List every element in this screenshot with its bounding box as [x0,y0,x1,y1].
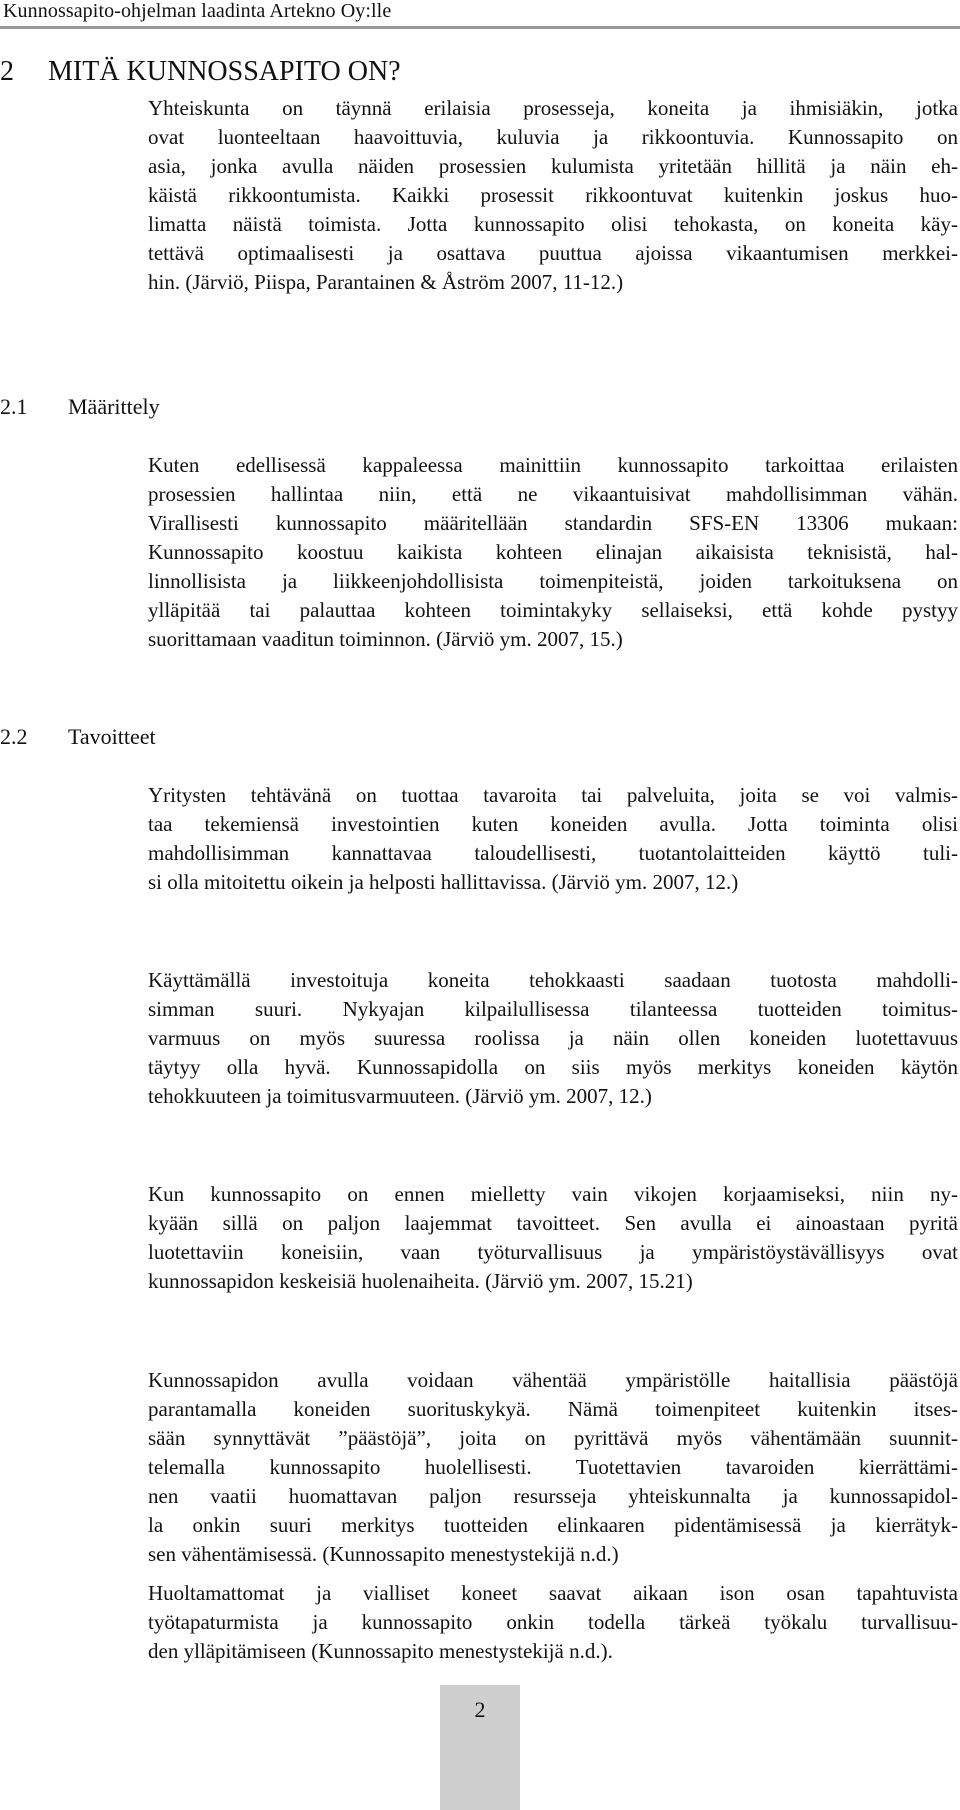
paragraph-line: sen vähentämisessä. (Kunnossapito menestystekijä n.d.) [148,1542,619,1566]
paragraph-line: tettävä optimaalisesti ja osattava puuttua ajoissa vikaantumisen merkkei- [148,241,958,265]
paragraph-line: mahdollisimman kannattavaa taloudellisesti, tuotantolaitteiden käyttö tuli- [148,841,958,865]
paragraph-line: nen vaatii huomattavan paljon resursseja yhteiskunnalta ja kunnossapidol- [148,1484,958,1508]
paragraph-line: Kunnossapidon avulla voidaan vähentää ympäristölle haitallisia päästöjä [148,1368,958,1392]
chapter-number: 2 [0,56,14,87]
paragraph-line: sään synnyttävät ”päästöjä”, joita on pyrittävä myös vähentämään suunnit- [148,1426,958,1450]
paragraph-line: suorittamaan vaaditun toiminnon. (Järviö ym. 2007, 15.) [148,627,623,651]
definition-paragraph [148,451,958,654]
paragraph-line: käistä rikkoontumista. Kaikki prosessit rikkoontuvat kuitenkin joskus huo- [148,183,958,207]
paragraph-line: Kun kunnossapito on ennen mielletty vain vikojen korjaamiseksi, niin ny- [148,1182,958,1206]
paragraph-line: Huoltamattomat ja vialliset koneet saavat aikaan ison osan tapahtuvista [148,1581,958,1605]
paragraph-line: ylläpitää tai palauttaa kohteen toimintakyky sellaiseksi, että kohde pystyy [148,598,958,622]
paragraph-line: ovat luonteeltaan haavoittuvia, kuluvia ja rikkoontuvia. Kunnossapito on [148,125,958,149]
paragraph-line: luotettaviin koneisiin, vaan työturvallisuus ja ympäristöystävällisyys ovat [148,1240,958,1264]
paragraph-line: täytyy olla hyvä. Kunnossapidolla on siis myös merkitys koneiden käytön [148,1055,958,1079]
paragraph-line: den ylläpitämiseen (Kunnossapito menestystekijä n.d.). [148,1639,613,1663]
paragraph-line: hin. (Järviö, Piispa, Parantainen & Åström 2007, 11-12.) [148,270,624,294]
chapter-heading [0,56,401,88]
paragraph-line: kyään sillä on paljon laajemmat tavoitteet. Sen avulla ei ainoastaan pyritä [148,1211,958,1235]
paragraph-line: parantamalla koneiden suorituskykyä. Nämä toimenpiteet kuitenkin itses- [148,1397,958,1421]
header-rule [0,26,960,29]
section-number: 2.1 [0,394,28,419]
goals-paragraph-4 [148,1366,958,1569]
paragraph-line: Yritysten tehtävänä on tuottaa tavaroita tai palveluita, joita se voi valmis- [148,783,958,807]
page-number-box [440,1685,520,1810]
paragraph-line: Virallisesti kunnossapito määritellään standardin SFS-EN 13306 mukaan: [148,511,958,535]
section-number: 2.2 [0,724,28,749]
paragraph-line: asia, jonka avulla näiden prosessien kulumista yritetään hillitä ja näin eh- [148,154,958,178]
paragraph-line: työtapaturmista ja kunnossapito onkin todella tärkeä työkalu turvallisuu- [148,1610,958,1634]
paragraph-line: Yhteiskunta on täynnä erilaisia prosesseja, koneita ja ihmisiäkin, jotka [148,96,958,120]
paragraph-line: si olla mitoitettu oikein ja helposti hallittavissa. (Järviö ym. 2007, 12.) [148,870,739,894]
section-heading-maarittely [0,394,160,420]
intro-paragraph [148,94,958,297]
goals-paragraph-2 [148,966,958,1111]
goals-paragraph-3 [148,1180,958,1296]
paragraph-line: varmuus on myös suuressa roolissa ja näin ollen koneiden luotettavuus [148,1026,958,1050]
page-number: 2 [474,1697,486,1722]
chapter-title: MITÄ KUNNOSSAPITO ON? [48,56,401,87]
paragraph-line: taa tekemiensä investointien kuten koneiden avulla. Jotta toiminta olisi [148,812,958,836]
goals-paragraph-5 [148,1579,958,1666]
paragraph-line: telemalla kunnossapito huolellisesti. Tuotettavien tavaroiden kierrättämi- [148,1455,958,1479]
paragraph-line: simman suuri. Nykyajan kilpailullisessa tilanteessa tuotteiden toimitus- [148,997,958,1021]
paragraph-line: prosessien hallintaa niin, että ne vikaantuisivat mahdollisimman vähän. [148,482,958,506]
section-heading-tavoitteet [0,724,156,750]
goals-paragraph-1 [148,781,958,897]
running-header: Kunnossapito-ohjelman laadinta Artekno Oy:lle [3,0,392,22]
section-title: Määrittely [68,394,160,419]
section-title: Tavoitteet [68,724,156,749]
paragraph-line: kunnossapidon keskeisiä huolenaiheita. (Järviö ym. 2007, 15.21) [148,1269,693,1293]
paragraph-line: tehokkuuteen ja toimitusvarmuuteen. (Järviö ym. 2007, 12.) [148,1084,652,1108]
paragraph-line: linnollisista ja liikkeenjohdollisista toimenpiteistä, joiden tarkoituksena on [148,569,958,593]
paragraph-line: Käyttämällä investoituja koneita tehokkaasti saadaan tuotosta mahdolli- [148,968,958,992]
paragraph-line: Kuten edellisessä kappaleessa mainittiin kunnossapito tarkoittaa erilaisten [148,453,958,477]
paragraph-line: Kunnossapito koostuu kaikista kohteen elinajan aikaisista teknisistä, hal- [148,540,958,564]
paragraph-line: limatta näistä toimista. Jotta kunnossapito olisi tehokasta, on koneita käy- [148,212,958,236]
paragraph-line: la onkin suuri merkitys tuotteiden elinkaaren pidentämisessä ja kierrätyk- [148,1513,958,1537]
